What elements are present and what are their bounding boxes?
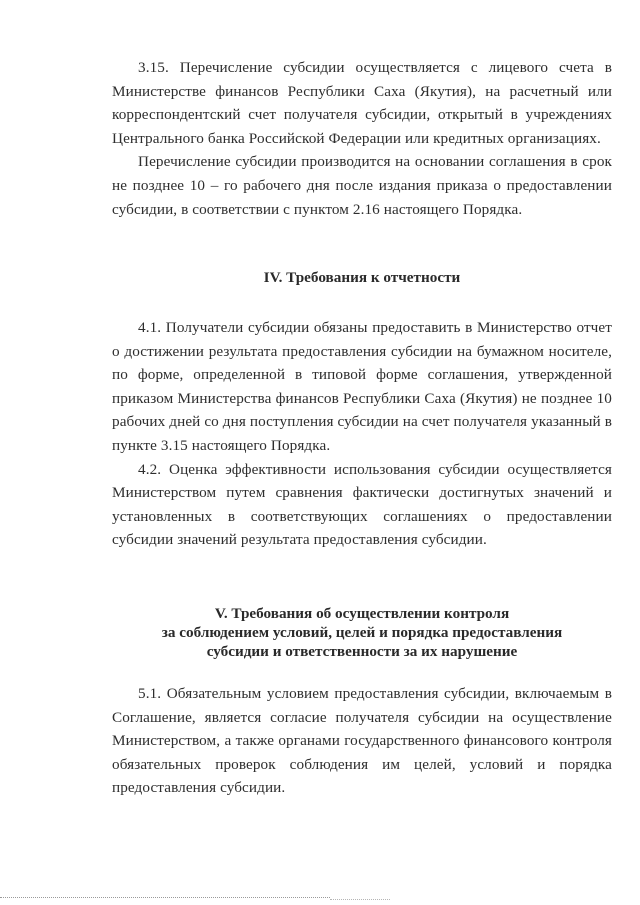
footer-scan-line <box>0 897 330 898</box>
section-4-text <box>112 316 612 552</box>
paragraph-transfer: Перечисление субсидии производится на основании соглашения в срок не позднее 10 – го рабочего дня после издания приказа о предоставлении субсидии, в соответствии с пунктом 2.16 настоящего Порядка. <box>112 153 612 218</box>
section-5-heading-line-3: субсидии и ответственности за их нарушение <box>206 643 518 660</box>
section-5-heading-line-2: за соблюдением условий, целей и порядка предоставления <box>161 624 563 641</box>
paragraph-4-1: 4.1. Получатели субсидии обязаны предоставить в Министерство отчет о достижении результата предоставления субсидии на бумажном носителе, по форме, определенной в типовой форме соглашения, утвержденной приказом Министерства финансов Республики Саха (Якутия) не позднее 10 рабочих дней со дня поступления субсидии на счет получателя указанный в пункте 3.15 настоящего Порядка. <box>112 319 612 454</box>
footer-scan-line-2 <box>330 899 390 900</box>
section-5-heading <box>112 604 612 661</box>
paragraph-3-15: 3.15. Перечисление субсидии осуществляется с лицевого счета в Министерстве финансов Республики Саха (Якутия), на расчетный или корреспондентский счет получателя субсидии, открытый в учреждениях Центрального банка Российской Федерации или кредитных организациях. <box>112 59 612 147</box>
section-5-text <box>112 682 612 800</box>
paragraph-4-2: 4.2. Оценка эффективности использования субсидии осуществляется Министерством путем сравнения фактически достигнутых значений и установленных в соответствующих соглашениях о предоставлении субсидии значений результата предоставления субсидии. <box>112 460 612 549</box>
section-5-heading-line-1: V. Требования об осуществлении контроля <box>214 605 510 622</box>
section-4-heading: IV. Требования к отчетности <box>263 269 461 286</box>
paragraph-5-1: 5.1. Обязательным условием предоставления субсидии, включаемым в Соглашение, является согласие получателя субсидии на осуществление Министерством, а также органами государственного финансового контроля обязательных проверок соблюдения им целей, условий и порядка предоставления субсидии. <box>112 685 612 797</box>
section-3-text <box>112 56 612 221</box>
